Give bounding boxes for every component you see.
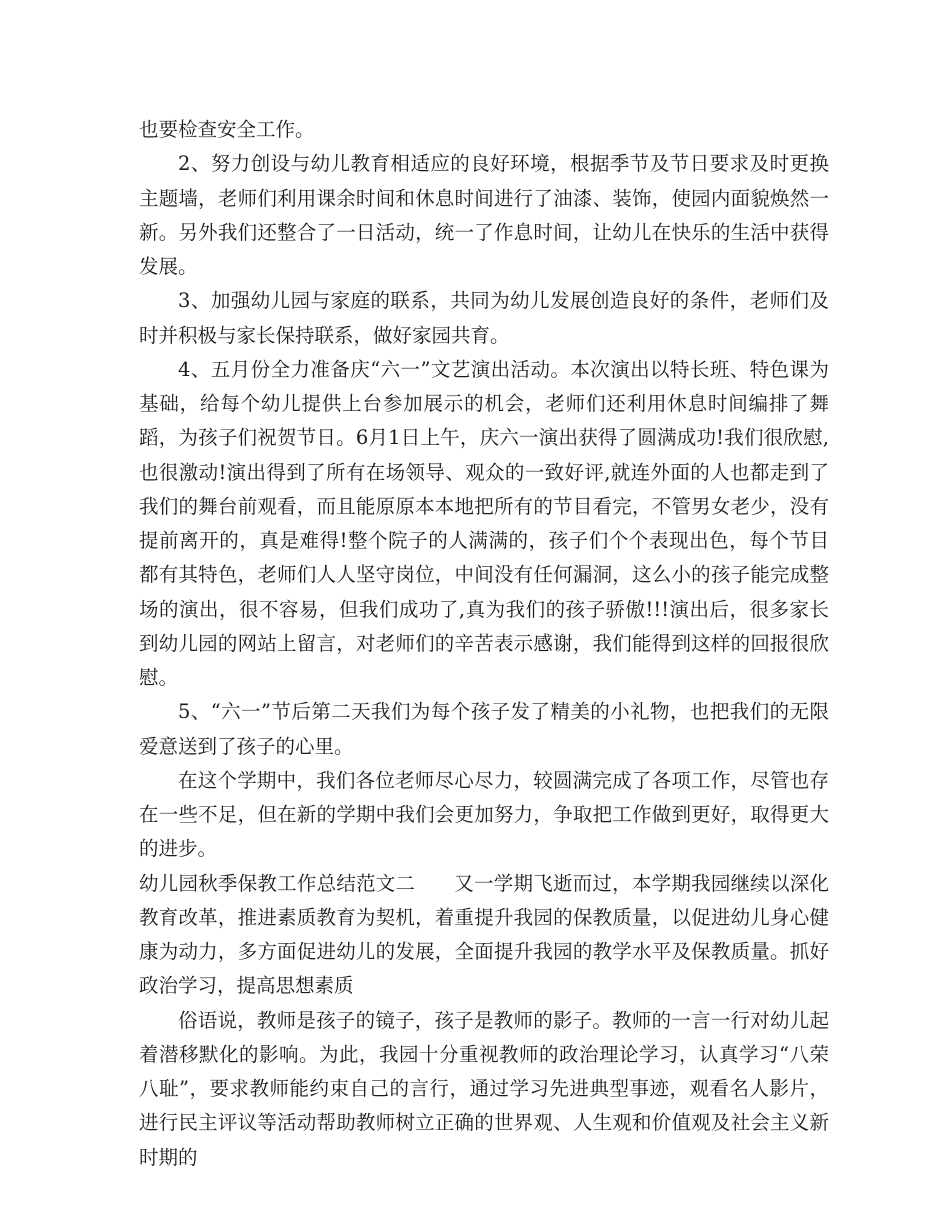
paragraph-item-4-performance: 4、五月份全力准备庆“六一”文艺演出活动。本次演出以特长班、特色课为基础，给每个幼儿提供上台参加展示的机会，老师们还利用休息时间编排了舞蹈，为孩子们祝贺节日。6月1日上午，庆六一演出获得了圆满成功!我们很欣慰,也很激动!演出得到了所有在场领导、观众的一致好评,就连外面的人也都走到了我们的舞台前观看，而且能原原本本地把所有的节目看完，不管男女老少，没有提前离开的，真是难得!整个院子的人满满的，孩子们个个表现出色，每个节目都有其特色，老师们人人坚守岗位，中间没有任何漏洞，这么小的孩子能完成整场的演出，很不容易，但我们成功了,真为我们的孩子骄傲!!!演出后，很多家长到幼儿园的网站上留言，对老师们的辛苦表示感谢，我们能得到这样的回报很欣慰。 [139,357,829,689]
section-two-intro: 又一学期飞逝而过，本学期我园继续以深化教育改革，推进素质教育为契机，着重提升我园的保教质量，以促进幼儿身心健康为动力，多方面促进幼儿的发展，全面提升我园的教学水平及保教质量。抓好政治学习，提高思想素质 [139,871,829,998]
paragraph-section-two [139,867,829,1004]
paragraph-teacher-mirror: 俗语说，教师是孩子的镜子，孩子是教师的影子。教师的一言一行对幼儿起着潜移默化的影响。为此，我园十分重视教师的政治理论学习，认真学习“八荣八耻”，要求教师能约束自己的言行，通过学习先进典型事迹，观看名人影片，进行民主评议等活动帮助教师树立正确的世界观、人生观和价值观及社会主义新时期的 [139,1008,829,1169]
paragraph-item-3-family-contact: 3、加强幼儿园与家庭的联系，共同为幼儿发展创造良好的条件，老师们及时并积极与家长保持联系，做好家园共育。 [139,289,829,347]
paragraph-item-5-gifts: 5、“六一”节后第二天我们为每个孩子发了精美的小礼物，也把我们的无限爱意送到了孩子的心里。 [139,700,829,758]
section-two-title: 幼儿园秋季保教工作总结范文二 [139,871,416,895]
document-body [139,113,829,1175]
paragraph-safety-check: 也要检查安全工作。 [139,118,315,141]
paragraph-semester-summary: 在这个学期中，我们各位老师尽心尽力，较圆满完成了各项工作，尽管也存在一些不足，但在新的学期中我们会更加努力，争取把工作做到更好，取得更大的进步。 [139,768,829,861]
paragraph-item-2-environment: 2、努力创设与幼儿教育相适应的良好环境，根据季节及节日要求及时更换主题墙，老师们利用课余时间和休息时间进行了油漆、装饰，使园内面貌焕然一新。另外我们还整合了一日活动，统一了作息时间，让幼儿在快乐的生活中获得发展。 [139,152,829,278]
